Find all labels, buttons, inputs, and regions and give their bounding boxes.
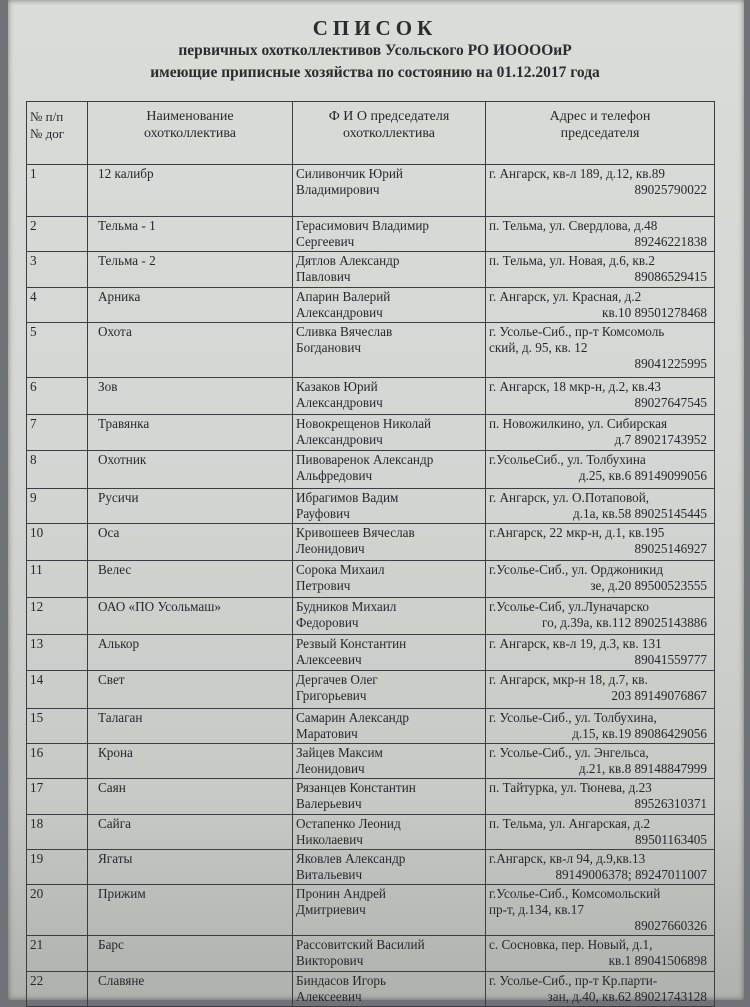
chairman-cell xyxy=(293,598,486,635)
phone-number: д.15, кв.19 89086429056 xyxy=(572,726,707,741)
header-addr-line2: председателя xyxy=(560,126,640,141)
chairman-cell xyxy=(293,850,486,885)
hunting-collectives-table xyxy=(26,101,715,1007)
collective-name: Прижим xyxy=(98,886,146,901)
chairman-patronymic: Федорович xyxy=(296,615,359,630)
address-line: п. Тельма, ул. Ангарская, д.2 xyxy=(489,816,651,831)
collective-name: Велес xyxy=(98,562,132,577)
collective-name: Зов xyxy=(98,379,118,394)
chairman-surname-name: Герасимович Владимир xyxy=(296,218,429,233)
row-number: 8 xyxy=(30,452,37,467)
chairman-cell xyxy=(293,635,486,671)
address-phone-cell xyxy=(486,885,715,936)
phone-number: 89025790022 xyxy=(634,182,707,197)
row-number: 18 xyxy=(30,816,44,831)
collective-name-cell xyxy=(88,165,293,217)
table-row xyxy=(27,744,715,779)
collective-name-cell xyxy=(88,561,293,598)
address-phone-cell xyxy=(486,415,715,451)
phone-number: 89526310371 xyxy=(634,796,707,811)
address-line: г.Ангарск, кв-л 94, д.9,кв.13 xyxy=(489,851,646,866)
address-line: г. Ангарск, мкр-н 18, д.7, кв. xyxy=(489,672,648,687)
row-number-cell xyxy=(27,524,88,561)
table-row xyxy=(27,451,715,489)
address-phone-cell xyxy=(486,815,715,850)
row-number-cell xyxy=(27,323,88,378)
table-row xyxy=(27,635,715,671)
chairman-patronymic: Петрович xyxy=(296,578,351,593)
address-phone-cell xyxy=(486,671,715,709)
table-row xyxy=(27,217,715,252)
row-number: 4 xyxy=(30,289,37,304)
collective-name-cell xyxy=(88,451,293,489)
chairman-cell xyxy=(293,885,486,936)
chairman-surname-name: Ибрагимов Вадим xyxy=(296,490,399,505)
header-chairman-fio xyxy=(293,102,486,165)
address-line-2: ский, д. 95, кв. 12 xyxy=(489,340,588,355)
chairman-surname-name: Яковлев Александр xyxy=(296,851,406,866)
address-line: п. Тайтурка, ул. Тюнева, д.23 xyxy=(489,780,652,795)
phone-number: д.25, кв.6 89149099056 xyxy=(578,468,707,483)
row-number: 7 xyxy=(30,416,37,431)
phone-number: 89027660326 xyxy=(634,918,707,933)
collective-name-cell xyxy=(88,850,293,885)
row-number: 22 xyxy=(30,973,44,988)
row-number-cell xyxy=(27,779,88,815)
row-number-cell xyxy=(27,378,88,415)
address-line: п. Тельма, ул. Свердлова, д.48 xyxy=(489,218,658,233)
address-line: п. Новожилкино, ул. Сибирская xyxy=(489,416,668,431)
collective-name-cell xyxy=(88,288,293,323)
row-number-cell xyxy=(27,288,88,323)
collective-name-cell xyxy=(88,323,293,378)
chairman-surname-name: Пивоваренок Александр xyxy=(296,452,434,467)
row-number-cell xyxy=(27,936,88,972)
phone-number: 89027647545 xyxy=(634,395,707,410)
collective-name: Оса xyxy=(98,525,120,540)
phone-number: го, д.39а, кв.112 89025143886 xyxy=(542,615,707,630)
chairman-cell xyxy=(293,378,486,415)
collective-name-cell xyxy=(88,524,293,561)
document-subtitle-line2: имеющие приписные хозяйства по состоянию на 01.12.2017 года xyxy=(150,64,600,81)
phone-number: д.21, кв.8 89148847999 xyxy=(578,761,707,776)
row-number-cell xyxy=(27,598,88,635)
chairman-cell xyxy=(293,671,486,709)
row-number-cell xyxy=(27,451,88,489)
chairman-surname-name: Сорока Михаил xyxy=(296,562,385,577)
table-row xyxy=(27,323,715,378)
chairman-surname-name: Кривошеев Вячеслав xyxy=(296,525,415,540)
address-line: г. Усолье-Сиб., пр-т Кр.парти- xyxy=(489,973,658,988)
address-line: г. Ангарск, ул. Красная, д.2 xyxy=(489,289,642,304)
row-number: 3 xyxy=(30,253,37,268)
collective-name-cell xyxy=(88,744,293,779)
row-number: 16 xyxy=(30,745,44,760)
row-number-cell xyxy=(27,252,88,288)
collective-name-cell xyxy=(88,936,293,972)
address-line: г. Усолье-Сиб., ул. Толбухина, xyxy=(489,710,657,725)
chairman-patronymic: Павлович xyxy=(296,269,351,284)
phone-number: 89025146927 xyxy=(634,541,707,556)
chairman-patronymic: Николаевич xyxy=(296,832,363,847)
header-name-line1: Наименование xyxy=(146,109,234,124)
collective-name-cell xyxy=(88,815,293,850)
table-row xyxy=(27,779,715,815)
collective-name: Барс xyxy=(98,937,124,952)
address-phone-cell xyxy=(486,744,715,779)
chairman-cell xyxy=(293,524,486,561)
address-line: г. Усолье-Сиб., ул. Энгельса, xyxy=(489,745,649,760)
address-line: с. Сосновка, пер. Новый, д.1, xyxy=(489,937,653,952)
chairman-patronymic: Александрович xyxy=(296,432,383,447)
chairman-surname-name: Силивончик Юрий xyxy=(296,166,403,181)
row-number-cell xyxy=(27,671,88,709)
address-line: г.Усолье-Сиб., Комсомольский xyxy=(489,886,661,901)
collective-name: Алькор xyxy=(98,636,140,651)
chairman-surname-name: Резвый Константин xyxy=(296,636,407,651)
collective-name: Саян xyxy=(98,780,126,795)
row-number-cell xyxy=(27,744,88,779)
address-line: г. Усолье-Сиб., пр-т Комсомоль xyxy=(489,324,665,339)
phone-number: кв.10 89501278468 xyxy=(602,305,707,320)
collective-name: Охотник xyxy=(98,452,147,467)
address-line: г.Усолье-Сиб, ул.Луначарско xyxy=(489,599,649,614)
chairman-surname-name: Остапенко Леонид xyxy=(296,816,401,831)
chairman-patronymic: Владимирович xyxy=(296,182,380,197)
row-number: 13 xyxy=(30,636,44,651)
row-number-cell xyxy=(27,165,88,217)
row-number: 11 xyxy=(30,562,43,577)
address-phone-cell xyxy=(486,288,715,323)
collective-name: Славяне xyxy=(98,973,145,988)
chairman-patronymic: Леонидович xyxy=(296,541,365,556)
address-phone-cell xyxy=(486,378,715,415)
address-phone-cell xyxy=(486,936,715,972)
collective-name-cell xyxy=(88,709,293,744)
address-phone-cell xyxy=(486,217,715,252)
collective-name-cell xyxy=(88,635,293,671)
address-phone-cell xyxy=(486,598,715,635)
row-number-cell xyxy=(27,415,88,451)
chairman-patronymic: Алексеевич xyxy=(296,989,362,1004)
table-row xyxy=(27,252,715,288)
address-phone-cell xyxy=(486,451,715,489)
row-number-cell xyxy=(27,217,88,252)
table-row xyxy=(27,936,715,972)
header-number-line1: № п/п xyxy=(30,109,64,124)
phone-number: кв.1 89041506898 xyxy=(608,953,707,968)
header-number xyxy=(27,102,88,165)
address-line: п. Тельма, ул. Новая, д.6, кв.2 xyxy=(489,253,655,268)
chairman-cell xyxy=(293,779,486,815)
collective-name-cell xyxy=(88,779,293,815)
collective-name: Арника xyxy=(98,289,141,304)
chairman-surname-name: Казаков Юрий xyxy=(296,379,378,394)
row-number: 1 xyxy=(30,166,37,181)
header-fio-line2: охотколлектива xyxy=(342,126,435,141)
table-row xyxy=(27,885,715,936)
collective-name: Русичи xyxy=(98,490,139,505)
table-row xyxy=(27,415,715,451)
collective-name-cell xyxy=(88,972,293,1007)
table-row xyxy=(27,378,715,415)
phone-number: 89041225995 xyxy=(634,356,707,371)
address-phone-cell xyxy=(486,165,715,217)
table-header-row xyxy=(27,102,715,165)
table-row xyxy=(27,598,715,635)
address-line: г. Ангарск, 18 мкр-н, д.2, кв.43 xyxy=(489,379,661,394)
address-phone-cell xyxy=(486,635,715,671)
chairman-cell xyxy=(293,451,486,489)
collective-name-cell xyxy=(88,885,293,936)
row-number-cell xyxy=(27,972,88,1007)
address-line: г.Ангарск, 22 мкр-н, д.1, кв.195 xyxy=(489,525,665,540)
collective-name: ОАО «ПО Усольмаш» xyxy=(98,599,221,614)
phone-number: д.7 89021743952 xyxy=(614,432,707,447)
row-number: 17 xyxy=(30,780,44,795)
chairman-surname-name: Сливка Вячеслав xyxy=(296,324,393,339)
chairman-surname-name: Новокрещенов Николай xyxy=(296,416,432,431)
table-row xyxy=(27,815,715,850)
table-row xyxy=(27,561,715,598)
phone-number: д.1а, кв.58 89025145445 xyxy=(573,506,707,521)
chairman-cell xyxy=(293,744,486,779)
row-number-cell xyxy=(27,885,88,936)
collective-name: Сайга xyxy=(98,816,131,831)
chairman-surname-name: Дергачев Олег xyxy=(296,672,378,687)
address-line-2: пр-т, д.134, кв.17 xyxy=(489,902,584,917)
address-phone-cell xyxy=(486,489,715,524)
collective-name-cell xyxy=(88,489,293,524)
address-line: г.Усолье-Сиб., ул. Орджоникид xyxy=(489,562,664,577)
header-address-phone xyxy=(486,102,715,165)
chairman-surname-name: Биндасов Игорь xyxy=(296,973,387,988)
table-row xyxy=(27,850,715,885)
chairman-surname-name: Будников Михаил xyxy=(296,599,397,614)
chairman-cell xyxy=(293,561,486,598)
chairman-cell xyxy=(293,709,486,744)
collective-name: Охота xyxy=(98,324,132,339)
chairman-patronymic: Сергеевич xyxy=(296,234,355,249)
row-number: 5 xyxy=(30,324,37,339)
table-body xyxy=(27,165,715,1007)
header-name-line2: охотколлектива xyxy=(143,126,236,141)
collective-name-cell xyxy=(88,415,293,451)
chairman-patronymic: Маратович xyxy=(296,726,358,741)
row-number: 21 xyxy=(30,937,44,952)
document-subtitle-line1: первичных охотколлективов Усольского РО ИООООиР xyxy=(178,42,572,59)
phone-number: 203 89149076867 xyxy=(611,688,707,703)
address-phone-cell xyxy=(486,709,715,744)
row-number-cell xyxy=(27,709,88,744)
address-phone-cell xyxy=(486,524,715,561)
chairman-surname-name: Рассовитский Василий xyxy=(296,937,425,952)
chairman-cell xyxy=(293,217,486,252)
collective-name: Травянка xyxy=(98,416,150,431)
collective-name: Свет xyxy=(98,672,125,687)
header-fio-line1: Ф И О председателя xyxy=(328,109,450,124)
chairman-surname-name: Апарин Валерий xyxy=(296,289,391,304)
chairman-cell xyxy=(293,415,486,451)
address-phone-cell xyxy=(486,779,715,815)
collective-name-cell xyxy=(88,671,293,709)
chairman-cell xyxy=(293,288,486,323)
address-line: г. Ангарск, ул. О.Потаповой, xyxy=(489,490,650,505)
phone-number: зан, д.40, кв.62 89021743128 xyxy=(547,989,707,1004)
row-number: 19 xyxy=(30,851,44,866)
phone-number: 89086529415 xyxy=(634,269,707,284)
chairman-surname-name: Самарин Александр xyxy=(296,710,410,725)
table-row xyxy=(27,671,715,709)
chairman-surname-name: Зайцев Максим xyxy=(296,745,383,760)
row-number: 10 xyxy=(30,525,44,540)
row-number: 2 xyxy=(30,218,37,233)
chairman-patronymic: Александрович xyxy=(296,305,383,320)
collective-name: Талаган xyxy=(98,710,143,725)
chairman-cell xyxy=(293,815,486,850)
chairman-patronymic: Рауфович xyxy=(296,506,350,521)
address-phone-cell xyxy=(486,850,715,885)
collective-name-cell xyxy=(88,378,293,415)
address-line: г.УсольеСиб., ул. Толбухина xyxy=(489,452,646,467)
row-number-cell xyxy=(27,815,88,850)
address-phone-cell xyxy=(486,323,715,378)
table-row xyxy=(27,288,715,323)
chairman-patronymic: Валерьевич xyxy=(296,796,362,811)
row-number: 20 xyxy=(30,886,44,901)
row-number-cell xyxy=(27,561,88,598)
collective-name-cell xyxy=(88,217,293,252)
chairman-surname-name: Дятлов Александр xyxy=(296,253,400,268)
row-number-cell xyxy=(27,489,88,524)
row-number: 9 xyxy=(30,490,37,505)
chairman-patronymic: Викторович xyxy=(296,953,364,968)
address-phone-cell xyxy=(486,252,715,288)
chairman-patronymic: Алексеевич xyxy=(296,652,362,667)
collective-name-cell xyxy=(88,598,293,635)
chairman-patronymic: Григорьевич xyxy=(296,688,367,703)
chairman-cell xyxy=(293,165,486,217)
chairman-surname-name: Рязанцев Константин xyxy=(296,780,416,795)
row-number: 12 xyxy=(30,599,44,614)
phone-number: 89246221838 xyxy=(634,234,707,249)
chairman-cell xyxy=(293,972,486,1007)
phone-number: 89149006378; 89247011007 xyxy=(555,867,707,882)
address-line: г. Ангарск, кв-л 19, д.3, кв. 131 xyxy=(489,636,662,651)
row-number: 6 xyxy=(30,379,37,394)
phone-number: зе, д.20 89500523555 xyxy=(590,578,707,593)
phone-number: 89041559777 xyxy=(634,652,707,667)
address-line: г. Ангарск, кв-л 189, д.12, кв.89 xyxy=(489,166,665,181)
chairman-cell xyxy=(293,323,486,378)
chairman-patronymic: Альфредович xyxy=(296,468,373,483)
chairman-cell xyxy=(293,489,486,524)
chairman-patronymic: Александрович xyxy=(296,395,383,410)
chairman-patronymic: Дмитриевич xyxy=(296,902,366,917)
phone-number: 89501163405 xyxy=(634,832,707,847)
collective-name-cell xyxy=(88,252,293,288)
document-title: СПИСОК xyxy=(312,16,438,40)
chairman-patronymic: Леонидович xyxy=(296,761,365,776)
chairman-cell xyxy=(293,936,486,972)
chairman-patronymic: Богданович xyxy=(296,340,362,355)
collective-name: 12 калибр xyxy=(98,166,154,181)
chairman-surname-name: Пронин Андрей xyxy=(296,886,386,901)
table-row xyxy=(27,165,715,217)
table-row xyxy=(27,972,715,1007)
table-row xyxy=(27,524,715,561)
row-number: 14 xyxy=(30,672,44,687)
row-number-cell xyxy=(27,850,88,885)
header-collective-name xyxy=(88,102,293,165)
address-phone-cell xyxy=(486,972,715,1007)
row-number: 15 xyxy=(30,710,44,725)
collective-name: Ягаты xyxy=(98,851,133,866)
header-number-line2: № дог xyxy=(30,126,65,141)
address-phone-cell xyxy=(486,561,715,598)
collective-name: Тельма - 2 xyxy=(98,253,156,268)
row-number-cell xyxy=(27,635,88,671)
collective-name: Крона xyxy=(98,745,133,760)
collective-name: Тельма - 1 xyxy=(98,218,156,233)
table-row xyxy=(27,709,715,744)
table-row xyxy=(27,489,715,524)
chairman-patronymic: Витальевич xyxy=(296,867,363,882)
header-addr-line1: Адрес и телефон xyxy=(549,109,651,124)
chairman-cell xyxy=(293,252,486,288)
